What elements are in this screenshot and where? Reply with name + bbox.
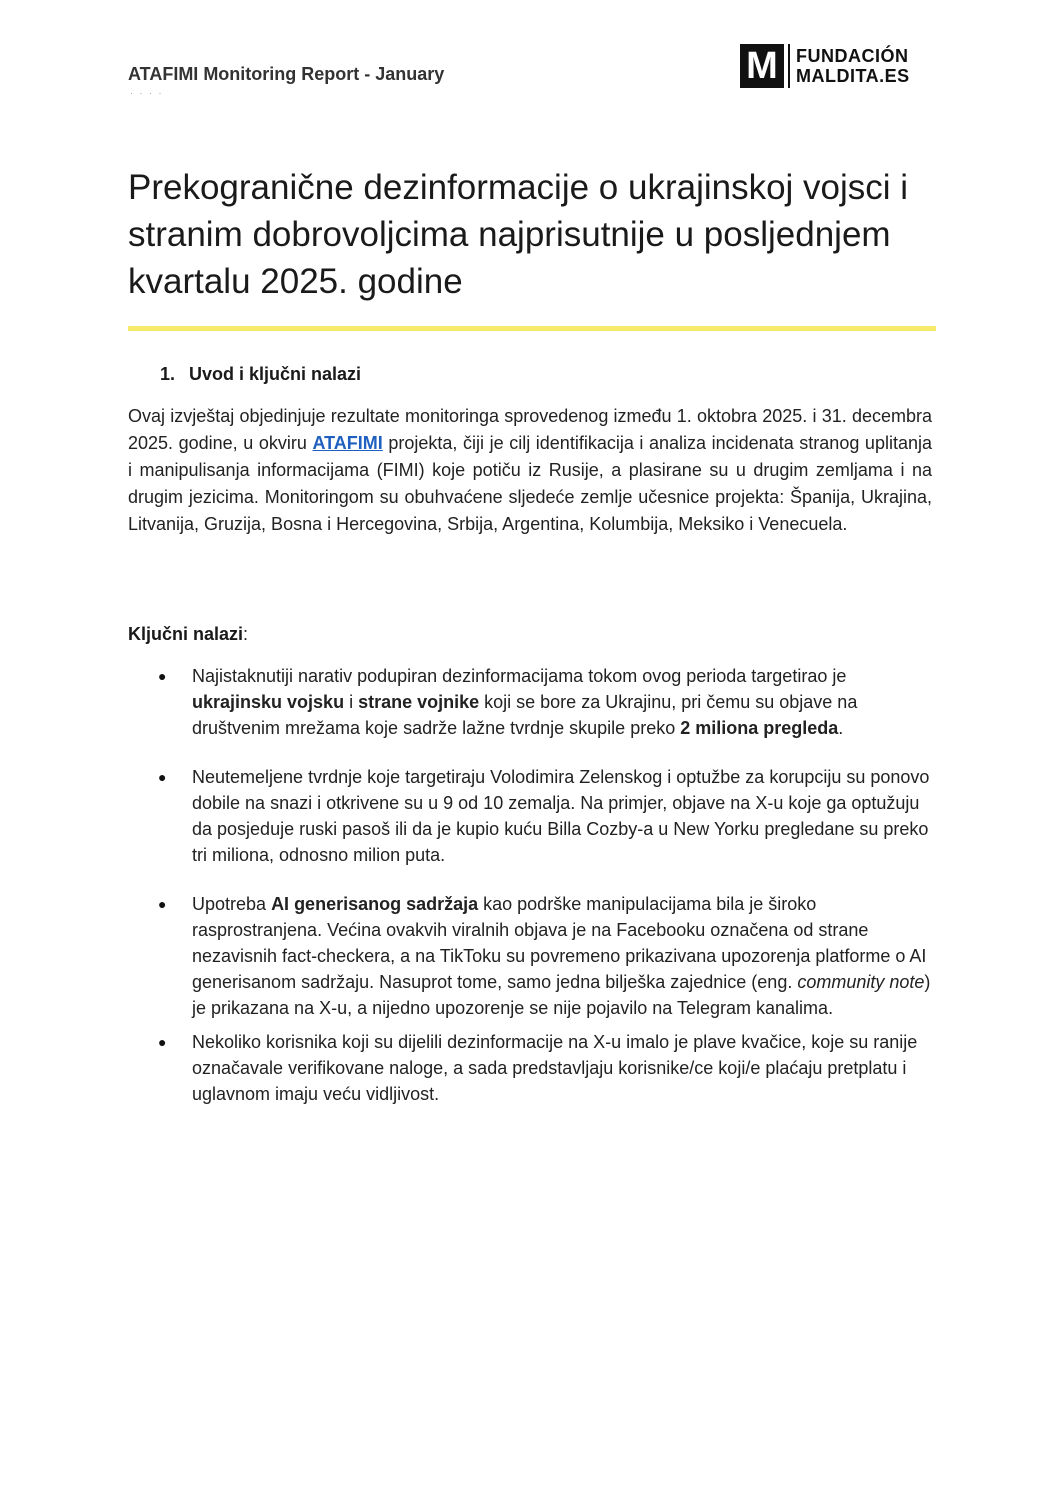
- finding-2-text: Neutemeljene tvrdnje koje targetiraju Volodimira Zelenskog i optužbe za korupciju su ponovo dobile na snazi i otkrivene su u 9 od 10 zemalja. Na primjer, objave na X-u koje ga optužuju da posjeduje ruski pasoš ili da je kupio kuću Billa Cozby-a u New Yorku pregledane su preko tri miliona, odnosno milion puta.: [192, 767, 930, 865]
- report-header-year-faint: · · · ·: [130, 88, 164, 98]
- section-number: 1.: [160, 364, 176, 384]
- finding-1-bold-views: 2 miliona pregleda: [680, 718, 839, 738]
- document-title: Prekogranične dezinformacije o ukrajinskoj vojsci i stranim dobrovoljcima najprisutnije u posljednjem kvartalu 2025. godine: [128, 168, 909, 301]
- intro-paragraph: [128, 403, 932, 538]
- bullet-icon: ●: [158, 1034, 167, 1050]
- bullet-icon: ●: [158, 769, 167, 785]
- bullet-icon: ●: [158, 668, 167, 684]
- finding-3-text: kao podrške manipulacijama bila je široko rasprostranjena. Većina ovakvih viralnih objava je na Facebooku označena od strane nezavisnih fact-checkera, a na TikToku su povremeno prikazivana upozorenja platforme o AI generisanom sadržaju. Nasuprot tome, samo jedna bilješka zajednice (eng.: [192, 894, 927, 992]
- key-findings-colon: :: [243, 624, 249, 644]
- finding-item-4: [128, 1029, 938, 1107]
- finding-1-bold-ukrainian-army: ukrajinsku vojsku: [192, 692, 345, 712]
- finding-3-text: Upotreba: [192, 894, 272, 914]
- bullet-icon: ●: [158, 896, 167, 912]
- logo-divider: [788, 44, 790, 88]
- title-underline-rule: [128, 326, 936, 331]
- logo-line-1: FUNDACIÓN: [796, 46, 909, 66]
- finding-item-1: [128, 663, 938, 741]
- finding-1-text: koji se bore za Ukrajinu, pri čemu su objave na društvenim mrežama koje sadrže lažne tvrdnje skupile preko: [192, 692, 858, 738]
- finding-3-text: ) je prikazana na X-u, a nijedno upozorenje se nije pojavilo na Telegram kanalima.: [192, 972, 931, 1018]
- logo-line-2: MALDITA.ES: [796, 66, 910, 86]
- finding-1-text: i: [344, 692, 359, 712]
- logo-m-icon: M: [740, 44, 784, 88]
- finding-4-text: Nekoliko korisnika koji su dijelili dezinformacije na X-u imalo je plave kvačice, koje su ranije označavale verifikovane naloge, a sada predstavljaju korisnike/ce koji/e plaćaju pretplatu i uglavnom imaju veću vidljivost.: [192, 1032, 918, 1104]
- key-findings-list: [128, 663, 938, 1130]
- logo-wordmark: [796, 46, 910, 86]
- key-findings-label: Ključni nalazi: [128, 624, 244, 644]
- finding-1-text: .: [838, 718, 844, 738]
- finding-item-2: [128, 764, 938, 868]
- report-header-title: ATAFIMI Monitoring Report - January: [128, 64, 445, 84]
- atafimi-link[interactable]: ATAFIMI: [312, 433, 383, 453]
- finding-3-italic-community-note: community note: [797, 972, 925, 992]
- intro-text-end: projekta, čiji je cilj identifikacija i analiza incidenata stranog uplitanja i manipulisanja informacijama (FIMI) koje potiču iz Rusije, a plasirane su u drugim zemljama i na drugim jezicima. Monitoringom su obuhvaćene sljedeće zemlje učesnice projekta: Španija, Ukrajina, Litvanija, Gruzija, Bosna i Hercegovina, Srbija, Argentina, Kolumbija, Meksiko i Venecuela.: [128, 433, 932, 534]
- section-title: Uvod i ključni nalazi: [189, 364, 362, 384]
- section-heading: [160, 364, 361, 385]
- finding-item-3: [128, 891, 938, 1021]
- finding-1-bold-foreign-soldiers: strane vojnike: [358, 692, 480, 712]
- key-findings-heading: [128, 624, 248, 645]
- finding-1-text: Najistaknutiji narativ podupiran dezinformacijama tokom ovog perioda targetirao je: [192, 666, 847, 686]
- finding-3-bold-ai-content: AI generisanog sadržaja: [271, 894, 479, 914]
- intro-text-start: Ovaj izvještaj objedinjuje rezultate monitoringa sprovedenog između 1. oktobra 2025. i 31. decembra 2025. godine, u okviru: [128, 406, 932, 453]
- fundacion-maldita-logo: [740, 44, 910, 88]
